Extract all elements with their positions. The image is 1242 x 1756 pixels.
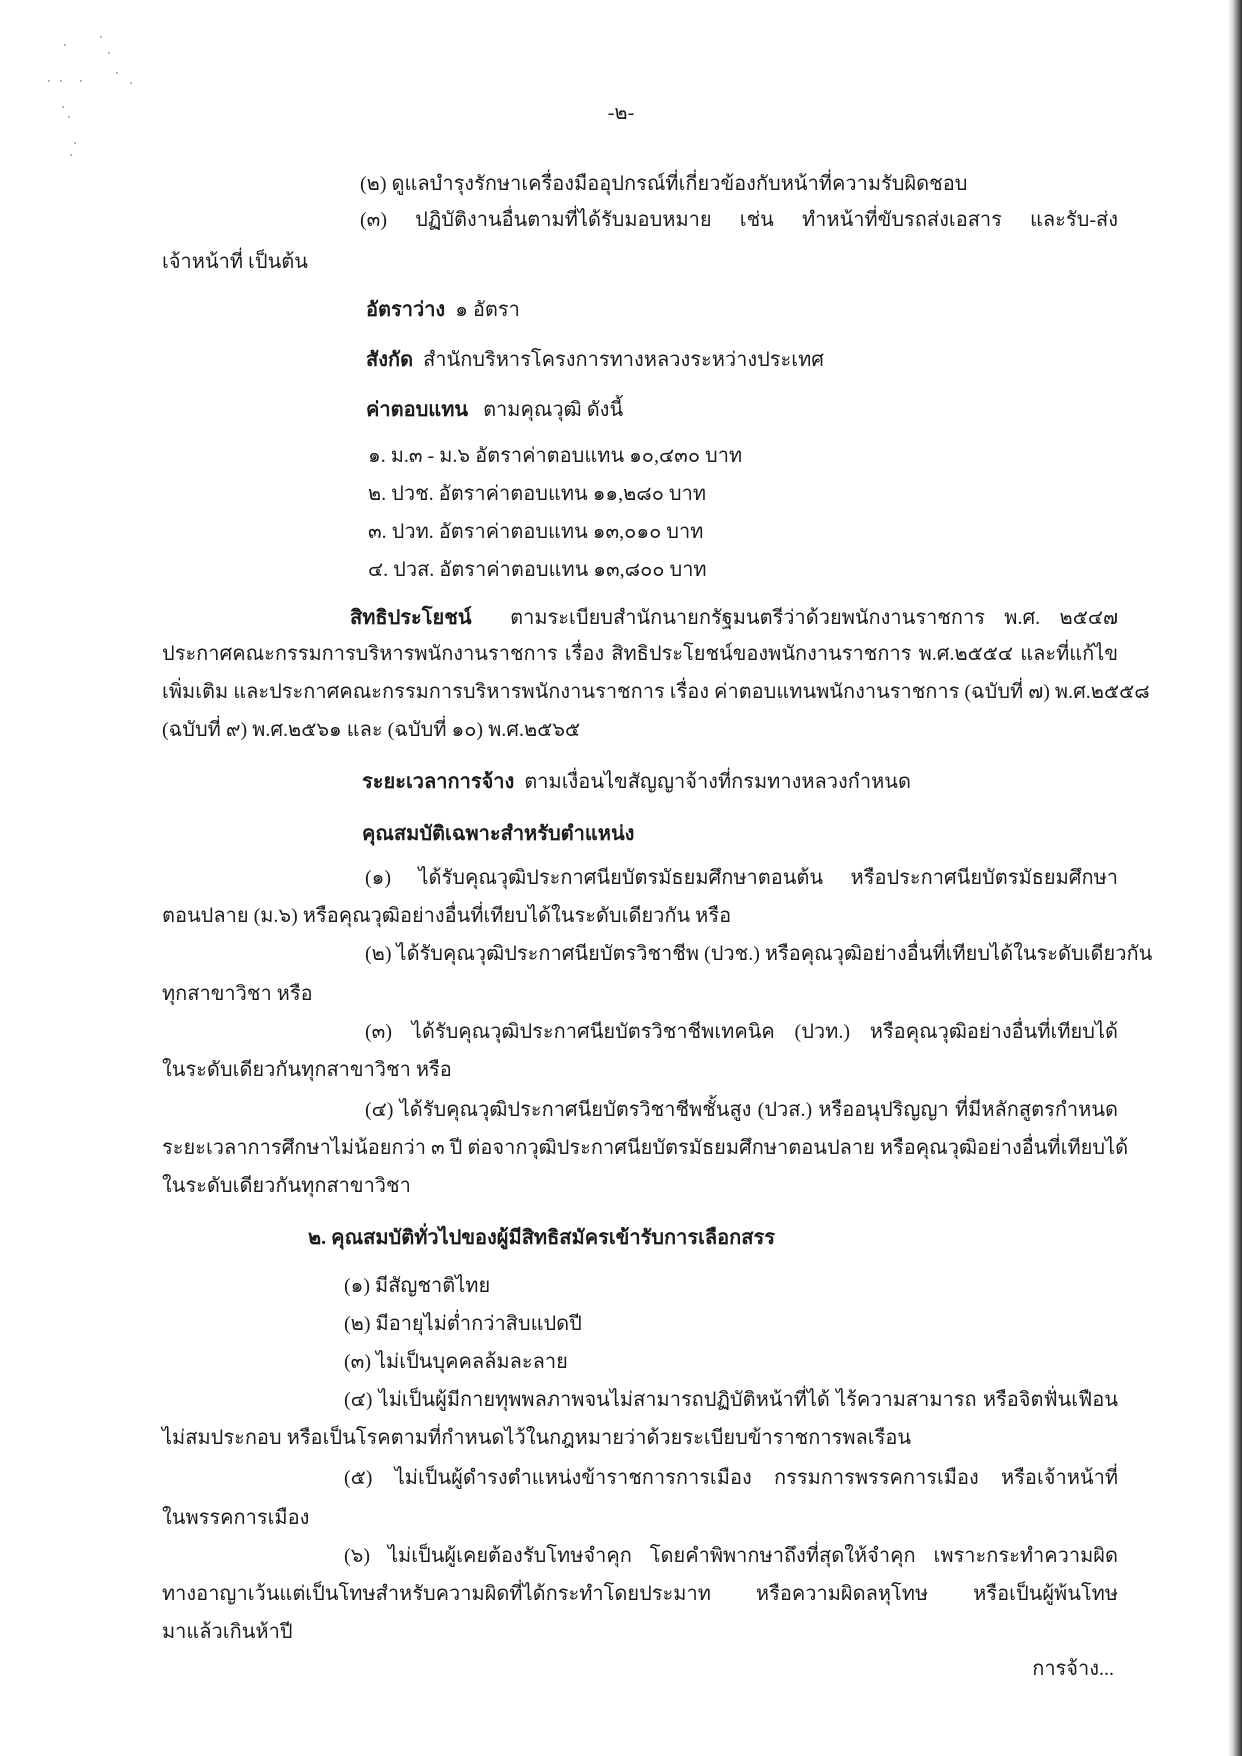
vacancy-value: ๑ อัตรา xyxy=(455,299,520,321)
benefits-line-4: (ฉบับที่ ๙) พ.ศ.๒๕๖๑ และ (ฉบับที่ ๑๐) พ.ศ.๒๕๖๕ xyxy=(162,719,581,741)
specific-qualifications-heading: คุณสมบัติเฉพาะสำหรับตำแหน่ง xyxy=(362,823,635,845)
compensation-item: ๑. ม.๓ - ม.๖ อัตราค่าตอบแทน ๑๐,๔๓๐ บาท xyxy=(368,445,743,467)
duty-item-2: (๒) ดูแลบำรุงรักษาเครื่องมืออุปกรณ์ที่เกี่ยวข้องกับหน้าที่ความรับผิดชอบ xyxy=(360,173,968,195)
qualification-4-line-1: (๔) ได้รับคุณวุฒิประกาศนียบัตรวิชาชีพชั้นสูง (ปวส.) หรืออนุปริญญา ที่มีหลักสูตรกำหนด xyxy=(365,1099,1118,1121)
compensation-item: ๔. ปวส. อัตราค่าตอบแทน ๑๓,๘๐๐ บาท xyxy=(368,559,707,581)
benefits-line-1 xyxy=(350,606,1118,631)
qualification-2-line-2: ทุกสาขาวิชา หรือ xyxy=(162,983,313,1005)
continuation-catchword: การจ้าง... xyxy=(1032,1658,1114,1680)
benefits-text: ตามระเบียบสำนักนายกรัฐมนตรีว่าด้วยพนักงานราชการ พ.ศ. ๒๕๔๗ xyxy=(510,607,1118,629)
page-number: -๒- xyxy=(607,102,635,124)
qualification-1-line-1: (๑) ได้รับคุณวุฒิประกาศนียบัตรมัธยมศึกษาตอนต้น หรือประกาศนียบัตรมัธยมศึกษา xyxy=(365,867,1118,889)
general-qualification-6-line-3: มาแล้วเกินห้าปี xyxy=(162,1621,293,1643)
employment-period-row xyxy=(362,770,911,795)
benefits-line-3: เพิ่มเติม และประกาศคณะกรรมการบริหารพนักงานราชการ เรื่อง ค่าตอบแทนพนักงานราชการ (ฉบับที่ ๗) พ.ศ.๒๕๕๘ xyxy=(162,681,1150,703)
general-qualifications-heading: ๒. คุณสมบัติทั่วไปของผู้มีสิทธิสมัครเข้ารับการเลือกสรร xyxy=(308,1227,775,1249)
qualification-2-line-1: (๒) ได้รับคุณวุฒิประกาศนียบัตรวิชาชีพ (ปวช.) หรือคุณวุฒิอย่างอื่นที่เทียบได้ในระดับเดียวกัน xyxy=(365,943,1153,965)
scan-edge-shadow xyxy=(1228,0,1242,1756)
duty-item-3-line-1: (๓) ปฏิบัติงานอื่นตามที่ได้รับมอบหมาย เช่น ทำหน้าที่ขับรถส่งเอสาร และรับ-ส่ง xyxy=(360,209,1118,231)
qualification-4-line-2: ระยะเวลาการศึกษาไม่น้อยกว่า ๓ ปี ต่อจากวุฒิประกาศนียบัตรมัธยมศึกษาตอนปลาย หรือคุณวุฒิอย่างอื่นที่เทียบได้ xyxy=(162,1137,1129,1159)
benefits-label: สิทธิประโยชน์ xyxy=(350,607,472,629)
general-qualification-5-line-1: (๕) ไม่เป็นผู้ดำรงตำแหน่งข้าราชการการเมือง กรรมการพรรคการเมือง หรือเจ้าหน้าที่ xyxy=(344,1467,1118,1489)
compensation-item: ๓. ปวท. อัตราค่าตอบแทน ๑๓,๐๑๐ บาท xyxy=(368,521,704,543)
scan-speckles xyxy=(40,30,160,160)
qualification-4-line-3: ในระดับเดียวกันทุกสาขาวิชา xyxy=(162,1175,411,1197)
general-qualification-1: (๑) มีสัญชาติไทย xyxy=(344,1275,491,1297)
general-qualification-6-line-1: (๖) ไม่เป็นผู้เคยต้องรับโทษจำคุก โดยคำพิพากษาถึงที่สุดให้จำคุก เพราะกระทำความผิด xyxy=(344,1545,1118,1567)
compensation-label: ค่าตอบแทน xyxy=(366,399,469,421)
vacancy-label: อัตราว่าง xyxy=(366,299,446,321)
general-qualification-2: (๒) มีอายุไม่ต่ำกว่าสิบแปดปี xyxy=(344,1313,582,1335)
qualification-3-line-1: (๓) ได้รับคุณวุฒิประกาศนียบัตรวิชาชีพเทคนิค (ปวท.) หรือคุณวุฒิอย่างอื่นที่เทียบได้ xyxy=(365,1021,1118,1043)
benefits-line-2: ประกาศคณะกรรมการบริหารพนักงานราชการ เรื่อง สิทธิประโยชน์ของพนักงานราชการ พ.ศ.๒๕๕๔ และที่แก้ไข xyxy=(162,643,1118,665)
compensation-row xyxy=(366,398,623,423)
affiliation-label: สังกัด xyxy=(366,349,414,371)
qualification-1-line-2: ตอนปลาย (ม.๖) หรือคุณวุฒิอย่างอื่นที่เทียบได้ในระดับเดียวกัน หรือ xyxy=(162,905,732,927)
vacancy-row xyxy=(366,298,520,323)
employment-period-label: ระยะเวลาการจ้าง xyxy=(362,771,515,793)
general-qualification-3: (๓) ไม่เป็นบุคคลล้มละลาย xyxy=(344,1351,568,1373)
general-qualification-5-line-2: ในพรรคการเมือง xyxy=(162,1507,310,1529)
compensation-item: ๒. ปวช. อัตราค่าตอบแทน ๑๑,๒๘๐ บาท xyxy=(368,483,707,505)
general-qualification-4-line-2: ไม่สมประกอบ หรือเป็นโรคตามที่กำหนดไว้ในกฎหมายว่าด้วยระเบียบข้าราชการพลเรือน xyxy=(162,1427,912,1449)
affiliation-value: สำนักบริหารโครงการทางหลวงระหว่างประเทศ xyxy=(423,349,825,371)
general-qualification-4-line-1: (๔) ไม่เป็นผู้มีกายทุพพลภาพจนไม่สามารถปฏิบัติหน้าที่ได้ ไร้ความสามารถ หรือจิตฟั่นเฟือน xyxy=(344,1389,1118,1411)
qualification-3-line-2: ในระดับเดียวกันทุกสาขาวิชา หรือ xyxy=(162,1059,452,1081)
duty-item-3-line-2: เจ้าหน้าที่ เป็นต้น xyxy=(162,251,308,273)
employment-period-value: ตามเงื่อนไขสัญญาจ้างที่กรมทางหลวงกำหนด xyxy=(524,771,911,793)
affiliation-row xyxy=(366,348,824,373)
general-qualification-6-line-2: ทางอาญาเว้นแต่เป็นโทษสำหรับความผิดที่ได้กระทำโดยประมาท หรือความผิดลหุโทษ หรือเป็นผู้พ้นโทษ xyxy=(162,1583,1118,1605)
compensation-value: ตามคุณวุฒิ ดังนี้ xyxy=(483,399,624,421)
